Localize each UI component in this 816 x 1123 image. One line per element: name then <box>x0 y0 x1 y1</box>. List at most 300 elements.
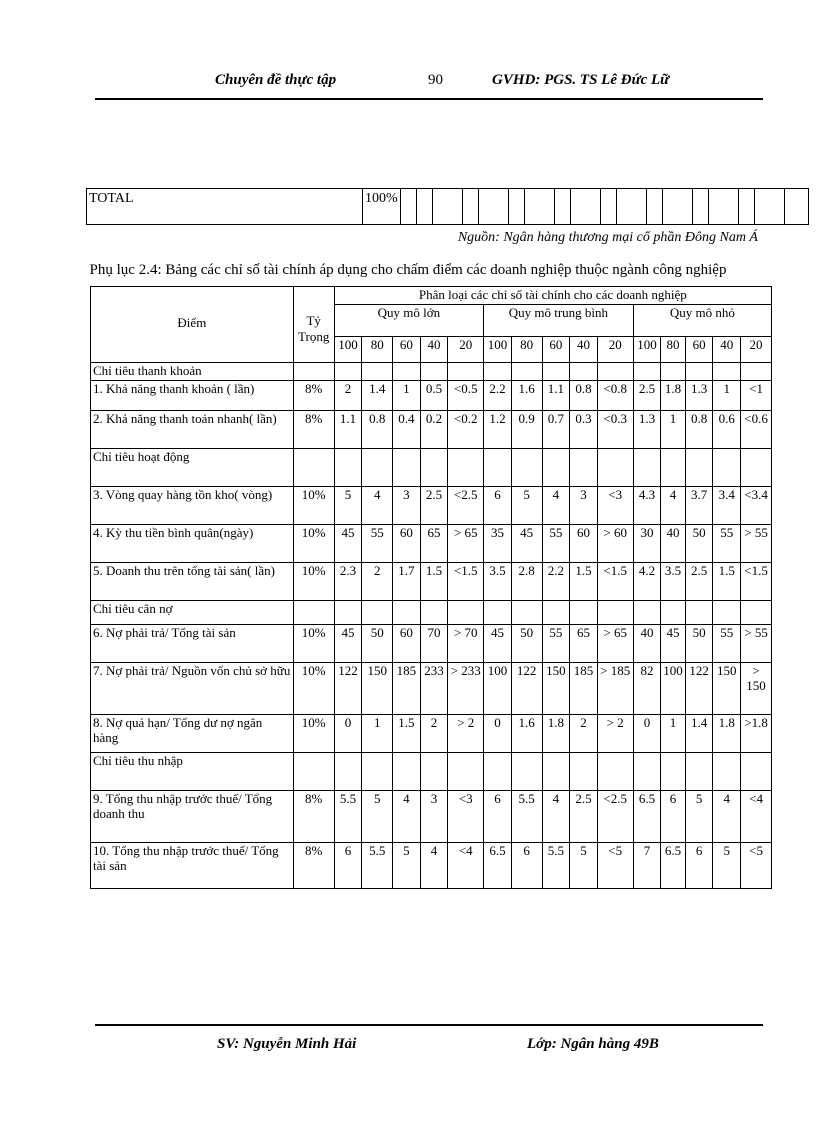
threshold-cell: 30 <box>633 525 661 563</box>
threshold-cell: 5 <box>511 487 542 525</box>
indicator-label: 5. Doanh thu trên tổng tài sản( lần) <box>91 563 294 601</box>
empty-cell <box>334 753 362 791</box>
threshold-cell: <0.3 <box>597 411 633 449</box>
threshold-cell: 2.5 <box>633 381 661 411</box>
threshold-cell: > 65 <box>597 625 633 663</box>
threshold-cell: 65 <box>570 625 598 663</box>
threshold-cell: 1.5 <box>420 563 448 601</box>
threshold-cell: 233 <box>420 663 448 715</box>
table-row <box>91 663 772 715</box>
table-row <box>91 487 772 525</box>
threshold-cell: 0.8 <box>685 411 713 449</box>
empty-cell <box>334 363 362 381</box>
threshold-cell: 2.3 <box>334 563 362 601</box>
threshold-cell: 3.7 <box>685 487 713 525</box>
threshold-cell: 5 <box>334 487 362 525</box>
empty-cell <box>741 363 772 381</box>
threshold-cell: <1.5 <box>741 563 772 601</box>
threshold-cell: 6 <box>685 843 713 889</box>
col-header-score: 20 <box>597 337 633 363</box>
empty-cell <box>393 363 421 381</box>
empty-cell <box>685 601 713 625</box>
threshold-cell: > 2 <box>448 715 484 753</box>
total-cell <box>416 189 432 225</box>
total-cell <box>646 189 662 225</box>
threshold-cell: 1.1 <box>542 381 570 411</box>
col-header-diem: Điểm <box>91 287 294 363</box>
threshold-cell: 5 <box>685 791 713 843</box>
empty-cell <box>713 363 741 381</box>
section-label: Chỉ tiêu thanh khoản <box>91 363 294 381</box>
empty-cell <box>597 601 633 625</box>
indicator-weight: 8% <box>293 381 334 411</box>
total-label: TOTAL <box>87 189 363 225</box>
section-row <box>91 753 772 791</box>
table-row <box>91 791 772 843</box>
empty-cell <box>713 753 741 791</box>
threshold-cell: 0.5 <box>420 381 448 411</box>
empty-cell <box>293 449 334 487</box>
indicator-label: 2. Khả năng thanh toán nhanh( lần) <box>91 411 294 449</box>
threshold-cell: 45 <box>484 625 512 663</box>
threshold-cell: 2.5 <box>570 791 598 843</box>
total-cell <box>784 189 808 225</box>
threshold-cell: 0.3 <box>570 411 598 449</box>
threshold-cell: 2 <box>362 563 393 601</box>
col-header-scale-medium: Quy mô trung bình <box>484 305 633 337</box>
col-header-score: 60 <box>685 337 713 363</box>
indicator-label: 4. Kỳ thu tiền bình quân(ngày) <box>91 525 294 563</box>
threshold-cell: 0.8 <box>570 381 598 411</box>
col-header-score: 80 <box>362 337 393 363</box>
threshold-cell: 45 <box>334 625 362 663</box>
threshold-cell: 0 <box>633 715 661 753</box>
threshold-cell: 1.6 <box>511 715 542 753</box>
threshold-cell: 60 <box>393 625 421 663</box>
col-header-score: 40 <box>570 337 598 363</box>
col-header-score: 100 <box>633 337 661 363</box>
total-cell <box>508 189 524 225</box>
threshold-cell: 50 <box>362 625 393 663</box>
empty-cell <box>484 449 512 487</box>
threshold-cell: 1.7 <box>393 563 421 601</box>
empty-cell <box>448 753 484 791</box>
indicator-weight: 10% <box>293 487 334 525</box>
threshold-cell: 0.6 <box>713 411 741 449</box>
empty-cell <box>362 449 393 487</box>
threshold-cell: 4 <box>542 487 570 525</box>
threshold-cell: 45 <box>661 625 686 663</box>
threshold-cell: 122 <box>511 663 542 715</box>
threshold-cell: 0 <box>484 715 512 753</box>
total-cell <box>554 189 570 225</box>
threshold-cell: 5 <box>713 843 741 889</box>
indicator-weight: 10% <box>293 663 334 715</box>
empty-cell <box>293 601 334 625</box>
empty-cell <box>420 601 448 625</box>
empty-cell <box>570 363 598 381</box>
threshold-cell: > 2 <box>597 715 633 753</box>
empty-cell <box>633 363 661 381</box>
threshold-cell: > 55 <box>741 625 772 663</box>
threshold-cell: 1 <box>661 411 686 449</box>
threshold-cell: 1 <box>713 381 741 411</box>
section-row <box>91 601 772 625</box>
threshold-cell: 4 <box>420 843 448 889</box>
threshold-cell: 3 <box>393 487 421 525</box>
threshold-cell: <3 <box>448 791 484 843</box>
threshold-cell: 1.5 <box>393 715 421 753</box>
threshold-cell: 4 <box>362 487 393 525</box>
col-header-score: 60 <box>393 337 421 363</box>
header-page-number: 90 <box>428 72 443 88</box>
empty-cell <box>484 601 512 625</box>
threshold-cell: 40 <box>633 625 661 663</box>
threshold-cell: 82 <box>633 663 661 715</box>
threshold-cell: > 233 <box>448 663 484 715</box>
threshold-cell: 1 <box>393 381 421 411</box>
threshold-cell: 0.8 <box>362 411 393 449</box>
threshold-cell: 0.9 <box>511 411 542 449</box>
total-cell <box>462 189 478 225</box>
threshold-cell: 50 <box>685 625 713 663</box>
empty-cell <box>633 601 661 625</box>
threshold-cell: 5 <box>362 791 393 843</box>
empty-cell <box>420 363 448 381</box>
threshold-cell: 0 <box>334 715 362 753</box>
threshold-cell: 6 <box>661 791 686 843</box>
threshold-cell: 2.5 <box>685 563 713 601</box>
threshold-cell: 5.5 <box>542 843 570 889</box>
empty-cell <box>570 601 598 625</box>
empty-cell <box>597 753 633 791</box>
threshold-cell: 4 <box>713 791 741 843</box>
col-header-score: 20 <box>741 337 772 363</box>
empty-cell <box>511 601 542 625</box>
threshold-cell: 45 <box>511 525 542 563</box>
threshold-cell: 1.6 <box>511 381 542 411</box>
threshold-cell: 6 <box>511 843 542 889</box>
empty-cell <box>542 601 570 625</box>
total-cell <box>600 189 616 225</box>
empty-cell <box>484 753 512 791</box>
empty-cell <box>393 753 421 791</box>
indicator-label: 10. Tổng thu nhập trước thuế/ Tổng tài sản <box>91 843 294 889</box>
threshold-cell: 40 <box>661 525 686 563</box>
col-header-score: 100 <box>334 337 362 363</box>
threshold-cell: <1.5 <box>597 563 633 601</box>
table-row <box>91 625 772 663</box>
threshold-cell: 1.4 <box>362 381 393 411</box>
threshold-cell: 55 <box>713 625 741 663</box>
footer-student: SV: Nguyễn Minh Hải <box>217 1036 357 1052</box>
empty-cell <box>633 449 661 487</box>
threshold-cell: 2 <box>420 715 448 753</box>
col-header-weight: Tỷ Trọng <box>293 287 334 363</box>
table-row <box>91 843 772 889</box>
threshold-cell: 1.5 <box>713 563 741 601</box>
threshold-cell: 5 <box>570 843 598 889</box>
threshold-cell: > 65 <box>448 525 484 563</box>
threshold-cell: 150 <box>713 663 741 715</box>
threshold-cell: 55 <box>362 525 393 563</box>
table-row <box>91 411 772 449</box>
empty-cell <box>661 753 686 791</box>
empty-cell <box>484 363 512 381</box>
indicator-weight: 8% <box>293 411 334 449</box>
threshold-cell: > 55 <box>741 525 772 563</box>
empty-cell <box>542 363 570 381</box>
threshold-cell: 1.8 <box>542 715 570 753</box>
threshold-cell: 45 <box>334 525 362 563</box>
threshold-cell: 1.5 <box>570 563 598 601</box>
threshold-cell: 55 <box>542 525 570 563</box>
threshold-cell: 55 <box>713 525 741 563</box>
table-row <box>91 525 772 563</box>
threshold-cell: 1.1 <box>334 411 362 449</box>
empty-cell <box>713 601 741 625</box>
threshold-cell: 1 <box>362 715 393 753</box>
threshold-cell: 2.8 <box>511 563 542 601</box>
total-row <box>87 189 809 225</box>
threshold-cell: <3.4 <box>741 487 772 525</box>
col-header-scale-large: Quy mô lớn <box>334 305 483 337</box>
empty-cell <box>334 449 362 487</box>
table-body <box>91 363 772 889</box>
threshold-cell: 7 <box>633 843 661 889</box>
threshold-cell: 35 <box>484 525 512 563</box>
threshold-cell: <5 <box>597 843 633 889</box>
empty-cell <box>448 449 484 487</box>
threshold-cell: <0.6 <box>741 411 772 449</box>
empty-cell <box>741 753 772 791</box>
empty-cell <box>633 753 661 791</box>
indicator-label: 8. Nợ quá hạn/ Tổng dư nợ ngân hàng <box>91 715 294 753</box>
empty-cell <box>362 601 393 625</box>
col-header-score: 20 <box>448 337 484 363</box>
threshold-cell: 1.3 <box>633 411 661 449</box>
section-label: Chỉ tiêu thu nhập <box>91 753 294 791</box>
indicator-label: 3. Vòng quay hàng tồn kho( vòng) <box>91 487 294 525</box>
col-header-score: 60 <box>542 337 570 363</box>
threshold-cell: 0.7 <box>542 411 570 449</box>
empty-cell <box>511 449 542 487</box>
threshold-cell: <0.8 <box>597 381 633 411</box>
header-supervisor: GVHD: PGS. TS Lê Đức Lữ <box>492 72 670 88</box>
threshold-cell: 2.2 <box>542 563 570 601</box>
total-cell <box>432 189 462 225</box>
threshold-cell: 1.8 <box>713 715 741 753</box>
total-table <box>86 188 809 225</box>
table-caption: Phụ lục 2.4: Bảng các chỉ số tài chính áp dụng cho chấm điểm các doanh nghiệp thuộc ngành công nghiệp <box>89 262 727 278</box>
header-row-group <box>91 287 772 305</box>
threshold-cell: 2.2 <box>484 381 512 411</box>
total-cell <box>478 189 508 225</box>
total-cell <box>616 189 646 225</box>
threshold-cell: 2 <box>334 381 362 411</box>
col-header-group: Phân loại các chỉ số tài chính cho các doanh nghiệp <box>334 287 771 305</box>
threshold-cell: <4 <box>448 843 484 889</box>
indicator-label: 9. Tổng thu nhập trước thuế/ Tổng doanh thu <box>91 791 294 843</box>
col-header-score: 100 <box>484 337 512 363</box>
threshold-cell: 5 <box>393 843 421 889</box>
threshold-cell: 4 <box>393 791 421 843</box>
indicator-label: 7. Nợ phải trả/ Nguồn vốn chủ sở hữu <box>91 663 294 715</box>
indicator-label: 1. Khả năng thanh khoản ( lần) <box>91 381 294 411</box>
empty-cell <box>570 753 598 791</box>
empty-cell <box>713 449 741 487</box>
empty-cell <box>661 601 686 625</box>
table-row <box>91 563 772 601</box>
header-doc-title: Chuyên đề thực tập <box>215 72 337 88</box>
threshold-cell: 3 <box>570 487 598 525</box>
table-row <box>91 381 772 411</box>
empty-cell <box>597 449 633 487</box>
threshold-cell: 122 <box>685 663 713 715</box>
empty-cell <box>661 449 686 487</box>
indicator-weight: 8% <box>293 843 334 889</box>
threshold-cell: <0.5 <box>448 381 484 411</box>
indicator-label: 6. Nợ phải trả/ Tổng tài sản <box>91 625 294 663</box>
source-note: Nguồn: Ngân hàng thương mại cổ phần Đông Nam Á <box>457 230 758 245</box>
threshold-cell: <3 <box>597 487 633 525</box>
threshold-cell: <2.5 <box>448 487 484 525</box>
threshold-cell: <0.2 <box>448 411 484 449</box>
threshold-cell: 3.5 <box>661 563 686 601</box>
col-header-score: 40 <box>420 337 448 363</box>
threshold-cell: > 150 <box>741 663 772 715</box>
footer-class: Lớp: Ngân hàng 49B <box>527 1036 659 1052</box>
empty-cell <box>362 753 393 791</box>
total-cell <box>692 189 708 225</box>
total-cell <box>570 189 600 225</box>
threshold-cell: 6 <box>334 843 362 889</box>
empty-cell <box>334 601 362 625</box>
threshold-cell: 150 <box>362 663 393 715</box>
indicator-weight: 10% <box>293 563 334 601</box>
threshold-cell: <1.5 <box>448 563 484 601</box>
threshold-cell: > 60 <box>597 525 633 563</box>
empty-cell <box>511 753 542 791</box>
total-cell <box>738 189 754 225</box>
footer-rule <box>95 1024 763 1026</box>
threshold-cell: 185 <box>393 663 421 715</box>
threshold-cell: 4 <box>542 791 570 843</box>
threshold-cell: >1.8 <box>741 715 772 753</box>
section-label: Chỉ tiêu hoạt động <box>91 449 294 487</box>
threshold-cell: 1.4 <box>685 715 713 753</box>
col-header-score: 80 <box>511 337 542 363</box>
total-cell <box>754 189 784 225</box>
threshold-cell: 1.2 <box>484 411 512 449</box>
empty-cell <box>420 753 448 791</box>
empty-cell <box>542 753 570 791</box>
header-rule <box>95 98 763 100</box>
col-header-score: 40 <box>713 337 741 363</box>
empty-cell <box>542 449 570 487</box>
threshold-cell: 6 <box>484 487 512 525</box>
empty-cell <box>511 363 542 381</box>
threshold-cell: 6 <box>484 791 512 843</box>
threshold-cell: 50 <box>685 525 713 563</box>
threshold-cell: 6.5 <box>633 791 661 843</box>
threshold-cell: 4 <box>661 487 686 525</box>
total-cell <box>662 189 692 225</box>
threshold-cell: 150 <box>542 663 570 715</box>
threshold-cell: <4 <box>741 791 772 843</box>
indicator-weight: 10% <box>293 525 334 563</box>
threshold-cell: 3 <box>420 791 448 843</box>
total-value: 100% <box>363 189 401 225</box>
empty-cell <box>685 753 713 791</box>
threshold-cell: 4.3 <box>633 487 661 525</box>
threshold-cell: 6.5 <box>661 843 686 889</box>
threshold-cell: 0.4 <box>393 411 421 449</box>
threshold-cell: 3.4 <box>713 487 741 525</box>
threshold-cell: 60 <box>570 525 598 563</box>
threshold-cell: 6.5 <box>484 843 512 889</box>
threshold-cell: 65 <box>420 525 448 563</box>
threshold-cell: <2.5 <box>597 791 633 843</box>
threshold-cell: 185 <box>570 663 598 715</box>
threshold-cell: 5.5 <box>511 791 542 843</box>
threshold-cell: 60 <box>393 525 421 563</box>
threshold-cell: 5.5 <box>334 791 362 843</box>
table-row <box>91 715 772 753</box>
empty-cell <box>597 363 633 381</box>
indicator-weight: 8% <box>293 791 334 843</box>
empty-cell <box>448 601 484 625</box>
total-cell <box>708 189 738 225</box>
threshold-cell: 1 <box>661 715 686 753</box>
empty-cell <box>293 363 334 381</box>
threshold-cell: <1 <box>741 381 772 411</box>
total-cell <box>524 189 554 225</box>
section-row <box>91 449 772 487</box>
threshold-cell: 5.5 <box>362 843 393 889</box>
threshold-cell: 2 <box>570 715 598 753</box>
empty-cell <box>685 449 713 487</box>
indicator-weight: 10% <box>293 625 334 663</box>
empty-cell <box>448 363 484 381</box>
threshold-cell: 70 <box>420 625 448 663</box>
empty-cell <box>420 449 448 487</box>
empty-cell <box>741 449 772 487</box>
threshold-cell: 1.3 <box>685 381 713 411</box>
empty-cell <box>685 363 713 381</box>
threshold-cell: 100 <box>661 663 686 715</box>
threshold-cell: 0.2 <box>420 411 448 449</box>
threshold-cell: <5 <box>741 843 772 889</box>
threshold-cell: 4.2 <box>633 563 661 601</box>
section-row <box>91 363 772 381</box>
section-label: Chỉ tiêu cân nợ <box>91 601 294 625</box>
col-header-score: 80 <box>661 337 686 363</box>
threshold-cell: 1.8 <box>661 381 686 411</box>
threshold-cell: 50 <box>511 625 542 663</box>
empty-cell <box>570 449 598 487</box>
threshold-cell: 3.5 <box>484 563 512 601</box>
threshold-cell: 2.5 <box>420 487 448 525</box>
empty-cell <box>362 363 393 381</box>
col-header-scale-small: Quy mô nhỏ <box>633 305 771 337</box>
empty-cell <box>393 601 421 625</box>
financial-ratio-table <box>90 286 772 889</box>
threshold-cell: 122 <box>334 663 362 715</box>
threshold-cell: 100 <box>484 663 512 715</box>
total-cell <box>400 189 416 225</box>
empty-cell <box>741 601 772 625</box>
